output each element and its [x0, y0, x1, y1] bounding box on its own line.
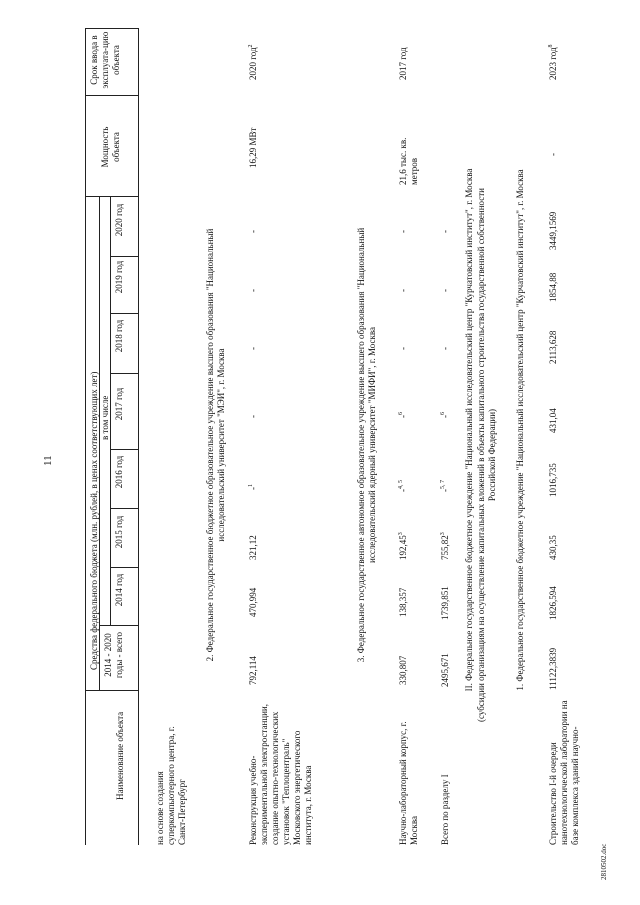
row-mifi-total: 330,807 — [398, 655, 408, 685]
row-mei-2018: - — [248, 347, 258, 350]
footer-doc-code: 2810502.doc — [600, 843, 608, 880]
row-mifi-name: Научно-лабораторный корпус, г. Москва — [398, 721, 419, 845]
row-mei-commission-value: 2020 год — [248, 47, 258, 80]
row-mifi-2019: - — [398, 289, 408, 292]
continued-object-name: на основе создания суперкомпьютерного центра, г. Санкт-Петербург — [155, 726, 187, 845]
header-2014: 2014 год — [114, 573, 124, 607]
row-mifi-2017-note: 6 — [398, 412, 404, 415]
row-total-i-2015 — [440, 532, 451, 560]
section2-title: 2. Федеральное государственное бюджетное образовательное учреждение высшего образования "Национальный исследовательский университет "МЭИ", г. Москва — [205, 228, 226, 662]
row-total-i-2016-value: - — [440, 489, 450, 492]
col-sep-funds — [85, 690, 138, 691]
row-mei-total: 792,114 — [248, 656, 258, 685]
row-mifi-capacity: 21,6 тыс. кв. метров — [398, 137, 419, 185]
row-total-i-2019: - — [440, 289, 450, 292]
row-mei-commission-note: 2 — [248, 44, 254, 48]
row-kurchatov-total: 11122,3839 — [548, 647, 558, 690]
col-sep-capacity — [85, 196, 138, 197]
row-mei-2016 — [248, 484, 259, 490]
row-mei-2014: 470,994 — [248, 587, 258, 617]
row-kurchatov-commission-value: 2023 год — [548, 47, 558, 80]
row-kurchatov-2014: 1826,594 — [548, 586, 558, 620]
row-total-i-2018: - — [440, 347, 450, 350]
row-total-i-2017-note: 6 — [440, 412, 446, 415]
row-mifi-2016-value: - — [398, 489, 408, 492]
row-mifi-2017 — [398, 412, 409, 418]
row-mifi-commission: 2017 год — [398, 47, 408, 80]
row-mei-2015: 321,12 — [248, 535, 258, 560]
row-total-i-2017 — [440, 412, 451, 418]
row-mei-name: Реконструкция учебно-экспериментальной электростанции, создание опытно-технологических установок "Теплоцентраль" Московского энергетического института, г. Москва — [248, 704, 313, 845]
row-mifi-2016-note: 4, 5 — [398, 480, 404, 489]
row-total-i-2014: 1739,851 — [440, 586, 450, 620]
row-kurchatov-commission — [548, 44, 559, 80]
row-mifi-2015-value: 192,45 — [398, 535, 408, 560]
header-2017: 2017 год — [114, 387, 124, 421]
col-sep-2017 — [110, 373, 138, 374]
table-top-border — [85, 28, 86, 845]
row-total-i-2016-note: 5, 7 — [440, 480, 446, 489]
row-kurchatov-2018: 2113,628 — [548, 330, 558, 364]
row-kurchatov-name: Строительство I-й очереди нанотехнологической лаборатории на базе комплекса зданий научно- — [548, 700, 580, 845]
row-total-i-name: Всего по разделу I — [440, 774, 450, 845]
row-mifi-2014: 138,357 — [398, 587, 408, 617]
row-kurchatov-2020: 3449,1569 — [548, 211, 558, 250]
row-total-i-2017-value: - — [440, 415, 450, 418]
header-capacity: Мощность объекта — [100, 126, 121, 168]
row-mei-commission — [248, 44, 259, 80]
row-kurchatov-2016: 1016,735 — [548, 463, 558, 497]
row-kurchatov-2019: 1854,88 — [548, 272, 558, 302]
header-divider — [138, 28, 139, 845]
header-2018: 2018 год — [114, 319, 124, 353]
col-sep-total — [99, 625, 138, 626]
row-mifi-2015-note: 3 — [398, 532, 404, 536]
section-ii-subtitle: (субсидии организациям на осуществление капитальных вложений в объекты капитального строительства государственной собственности Российской Федерации) — [476, 187, 497, 723]
col-sep-2016 — [110, 449, 138, 450]
row-total-i-2015-value: 755,82 — [440, 535, 450, 560]
header-object-name: Наименование объекта — [115, 711, 125, 800]
row-kurchatov-commission-note: 8 — [548, 44, 554, 48]
col-sep-commission — [85, 95, 138, 96]
header-commission: Срок ввода в эксплуата-цию объекта — [89, 31, 121, 89]
header-2016: 2016 год — [114, 455, 124, 489]
header-2015: 2015 год — [114, 515, 124, 549]
row-mei-2016-value: - — [248, 487, 258, 490]
header-2019: 2019 год — [114, 260, 124, 294]
row-kurchatov-2017: 431,04 — [548, 408, 558, 433]
row-mei-2020: - — [248, 230, 258, 233]
col-sep-2014 — [110, 567, 138, 568]
row-total-i-2016 — [440, 480, 451, 492]
page-number: 11 — [42, 455, 54, 466]
table-right-border — [85, 28, 138, 29]
section-ii-1-title: 1. Федеральное государственное бюджетное учреждение "Национальный исследовательский центр "Курчатовский институт", г. Москва — [515, 169, 525, 691]
section3-title: 3. Федеральное государственное автономное образовательное учреждение высшего образования "Национальный исследовательский ядерный университет "МИФИ", г. Москва — [356, 227, 377, 663]
row-total-i-2020: - — [440, 230, 450, 233]
row-mei-2016-note: 1 — [248, 484, 254, 487]
section-ii-title: II. Федеральное государственное бюджетное учреждение "Национальный исследовательский центр "Курчатовский институт", г. Москва — [464, 168, 474, 692]
row-mifi-2015 — [398, 532, 409, 560]
row-total-i-2015-note: 3 — [440, 532, 446, 536]
row-mifi-2018: - — [398, 347, 408, 350]
row-kurchatov-2015: 430,35 — [548, 535, 558, 560]
row-mifi-2017-value: - — [398, 415, 408, 418]
row-mei-2017: - — [248, 415, 258, 418]
row-mifi-2020: - — [398, 230, 408, 233]
col-sep-2018 — [110, 313, 138, 314]
header-total: 2014 - 2020 годы - всего — [103, 631, 124, 679]
row-total-i-total: 2495,671 — [440, 653, 450, 687]
row-kurchatov-capacity: - — [548, 153, 558, 156]
row-mei-capacity: 16,29 МВт — [248, 127, 258, 168]
row-mifi-2016 — [398, 480, 409, 492]
row-mei-2019: - — [248, 289, 258, 292]
header-including: в том числе — [100, 395, 110, 440]
col-sep-2015 — [110, 508, 138, 509]
header-funds: Средства федерального бюджета (млн. рублей, в ценах соответствующих лет) — [89, 371, 99, 670]
header-2020: 2020 год — [114, 203, 124, 237]
